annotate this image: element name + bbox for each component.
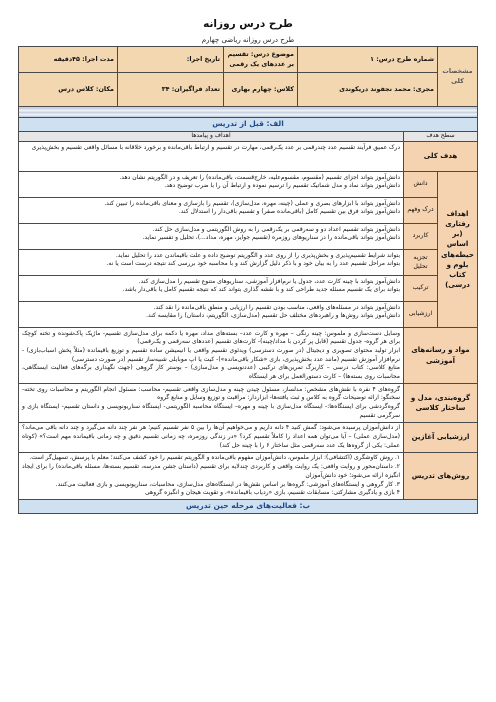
objective-item: بتواند مراحل تقسیم عدد را به بیان خود و با ذکر دلیل گزارش کند و با محاسبه خود بررسی کند نتیجه درست است یا نه. xyxy=(106,260,400,268)
student-count: تعداد فراگیران: ۳۴ xyxy=(118,73,224,107)
teacher-name: مجری: محمد نجفوند دریکوندی xyxy=(298,73,438,107)
pretest-label: ارزشیابی آغازین xyxy=(404,422,478,452)
header-row-1 xyxy=(19,47,478,73)
goal-level-label: سطح هدف xyxy=(404,132,478,142)
method-item: ۲. داستان‌محور و روایت واقعی: یک روایت واقعی و کاربردی چندلایه برای تقسیم (داستان جشن مدرسه، تقسیم بسته‌ها، مسئله باقی‌مانده) را برای ایجاد انگیزه ارائه می‌شود؛ خود دانش‌آموزان xyxy=(22,463,400,479)
method-item: ۴ بازی و یادگیری مشارکتی: مسابقات تقسیم، بازی «رد‌یاب باقیمانده»، و تقویت هیجان و انگیزه گروهی xyxy=(145,489,400,497)
page-subtitle: طرح درس روزانه ریاضی چهارم xyxy=(201,36,295,44)
objective-text xyxy=(19,250,404,276)
objective-item: دانش‌آموز بتواند اجزای تقسیم (مقسوم، مقسوم‌علیه، خارج‌قسمت، باقی‌مانده) را تعریف و در الگوریتم نشان دهد. xyxy=(119,173,400,181)
objective-item: دانش‌آموز بتواند تقسیم اعداد دو و سه‌رقمی بر یک‌رقمی را به روش الگوریتمی و مدل‌سازی حل کند. xyxy=(152,225,400,233)
objective-row-comprehension xyxy=(19,198,478,224)
level-comprehension: درک وفهم xyxy=(404,198,438,224)
general-goal-label: هدف کلی xyxy=(404,142,478,172)
header-row-2 xyxy=(19,73,478,107)
methods-label: روش‌های تدریس xyxy=(404,452,478,499)
materials-item: ابزار تولید محتوای تصویری و دیجیتال (در صورت دسترسی) ویدئوی تقسیم واقعی یا انیمیشن ساده تقسیم و توزیع باقیمانده (مثلاً پخش اسباب‌بازی) - نرم‌افزار آموزش تقسیم (مانند عدد بخش‌پذیری، بازی «شکار باقی‌مانده»)- کیت یا اپ موبایلی شبیه‌ساز تقسیم (در صورت دسترسی) xyxy=(22,346,400,363)
objective-item: دانش‌آموز بتواند در مسئله‌های واقعی، مناسب بودن تقسیم را ارزیابی و منطق باقی‌مانده را نقد کند. xyxy=(153,303,400,311)
objective-item: دانش‌آموز بتواند روش‌ها و راهبردهای مختلف حل تقسیم (مدل‌سازی، الگوریتم، داستان) را مقایسه کند. xyxy=(146,312,400,320)
pretest-text: از دانش‌آموزان پرسیده می‌شود: گمش کنید ۴ دانه داریم و می‌خواهیم آن‌ها را بین ۵ نفر تقسیم کنیم؛ هر نفر چند دانه می‌گیرد و چند دانه باقی می‌ماند؟ (مدل‌سازی عملی) – آیا می‌توان همه اعداد را کاملاً تقسیم کرد؟ «در زندگی روزمره، چه زمانی تقسیم دقیق و چه زمانی باقیمانده مهم است؟» (کوتاه عملی: یکی از گروه‌ها یک عدد سه‌رقمی مثل ساختار ۶ را با چینه حل کند) xyxy=(19,422,404,452)
objective-item: دانش‌آموز بتواند فرق بین تقسیم کامل (باقی‌مانده صفر) و تقسیم باقی‌دار را استدلال کند. xyxy=(178,208,400,216)
goals-header-row xyxy=(19,132,478,142)
objective-text xyxy=(19,172,404,198)
method-item: ۱. روش کاوشگری (اکتشافی): ابزار ملموس، دانش‌آموزان مفهوم باقی‌مانده و الگوریتم تقسیم را خود کشف می‌کنند؛ معلم با پرسش، تسهیل‌گر است. xyxy=(29,454,400,462)
lesson-plan-table xyxy=(18,46,478,514)
objective-row-analysis xyxy=(19,250,478,276)
class-grade: کلاس: چهارم بهاری xyxy=(224,73,298,107)
grouping-item: گروه‌های ۴ نفره با نقش‌های مشخص: مدلساز، مسئول چیدن چینه و مدل‌سازی واقعی تقسیم- محاسب: مسئول انجام الگوریتم و محاسبات روی تخته- سخنگو: ارائه توضیحات گروه به کلاس و ثبت یافته‌ها- ابزاردار: مراقبت و توزیع وسایل و منابع گروه xyxy=(22,385,400,402)
exec-duration: مدت اجرا: ۴۵دقیقه xyxy=(19,47,118,73)
grouping-label: گروه‌بندی، مدل و ساختار کلاسی xyxy=(404,384,478,423)
level-analysis: تجزیه تحلیل xyxy=(404,250,438,276)
class-place: مکان: کلاس درس xyxy=(19,73,118,107)
divider-stripe xyxy=(19,107,478,118)
materials-label: مواد و رسانه‌های آموزشی xyxy=(404,328,478,384)
objective-item: دانش‌آموز بتواند با چینه کارت عدد، جدول یا نرم‌افزار آموزشی، سناریوهای متنوع تقسیم را مدل‌سازی کند. xyxy=(138,277,400,285)
materials-item: منابع کلاسی: کتاب درسی – کاربرگ تمرین‌های ترکیبی (عددنویسی و مدل‌سازی) – بوستر کار گروهی (جهت نگهداری برگه‌های فعالیت ایستگاهی، محاسبات روی بسته‌ها) – کارت دستورالعمل برای هر ایستگاه xyxy=(22,364,400,380)
page-title: طرح درس روزانه xyxy=(203,18,293,30)
grouping-item: گروه‌گردشی برای ایستگاه‌ها:- ایستگاه مدل‌سازی با چینه و مهره– ایستگاه محاسبه الگوریتمی- ایستگاه سناریونویسی و داستان تقسیم- ایستگاه بازی و سرگرمی تقسیم xyxy=(22,403,400,419)
header-marks: مشخصات کلی xyxy=(438,47,478,107)
section-during-teaching: ب: فعالیت‌های مرحله حین تدریس xyxy=(19,500,478,514)
objective-item: دانش‌آموز بتواند با ابزارهای بصری و عملی (چینه، مهره، مدل‌سازی)، تقسیم را بازسازی و معنای باقی‌مانده را تبیین کند. xyxy=(104,199,400,207)
exec-date: تاریخ اجرا: xyxy=(118,47,224,73)
level-knowledge: دانش xyxy=(404,172,438,198)
objective-item: دانش‌آموز بتواند نماد و مدل شماتیک تقسیم را ترسیم نموده و ارتباط آن را با ضرب توضیح دهد. xyxy=(164,182,400,190)
general-goal-text: درک عمیق فرآیند تقسیم عدد چندرقمی بر عدد یک‌رقمی، مهارت در تقسیم و ارتباط باقی‌مانده و برخورد خلاقانه با مسائل واقعی تقسیم و بخش‌پذیری xyxy=(19,142,404,172)
behavioral-goals-label: اهداف رفتاری (بر اساس حیطه‌های بلوم و کتاب درسی) xyxy=(438,172,478,328)
method-item: ۳. کار گروهی و ایستگاه‌های آموزشی: گروه‌ها بر اساس نقش‌ها در ایستگاه‌های مدل‌سازی، محاسبات، سناریونویسی و بازی فعالیت می‌کنند. xyxy=(55,480,400,488)
objective-item: بتواند برای یک تقسیم مسئله جدید طراحی کند و با نقشه گذاری بتواند کند که نتیجه تقسیم کامل یا باقی‌دار باشد. xyxy=(122,286,400,294)
materials-row xyxy=(19,328,478,384)
plan-number: شماره طرح درس: ۱ xyxy=(298,47,438,73)
goals-header: اهداف و پیامدها xyxy=(19,132,404,142)
objective-item: دانش‌آموز بتواند باقی‌مانده را در سناریوهای روزمره (تقسیم جوایز، مهره، مداد...)، تحلیل و تفسیر نماید. xyxy=(142,234,400,242)
level-evaluation: ارزشیابی xyxy=(404,302,438,328)
general-goal-row xyxy=(19,142,478,172)
materials-text xyxy=(19,328,404,384)
objective-text xyxy=(19,302,404,328)
objective-text xyxy=(19,276,404,302)
grouping-row xyxy=(19,384,478,423)
materials-item: وسایل دست‌سازی و ملموس: چینه رنگی – مهره و کارت عدد– بسته‌های مداد، مهره یا دکمه برای مدل‌سازی تقسیم- ماژیک پاک‌شونده و تخته کوچک برای هر گروه- جدول تقسیم (قابل پر کردن با مداد/چینه)- کارت‌های تقسیم (عددهای سه‌رقمی و یک‌رقمی) xyxy=(22,329,400,346)
lesson-topic: موضوع درس: تقسیم بر عددهای یک رقمی xyxy=(224,47,298,73)
objective-row-synthesis xyxy=(19,276,478,302)
objective-row-application xyxy=(19,224,478,250)
methods-text xyxy=(19,452,404,499)
section-before-teaching: الف: قبل از تدریس xyxy=(19,118,478,132)
pretest-row xyxy=(19,422,478,452)
objective-row-knowledge xyxy=(19,172,478,198)
level-application: کاربرد xyxy=(404,224,438,250)
objective-text xyxy=(19,224,404,250)
level-synthesis: ترکیب xyxy=(404,276,438,302)
objective-text xyxy=(19,198,404,224)
methods-row xyxy=(19,452,478,499)
objective-row-evaluation xyxy=(19,302,478,328)
grouping-text xyxy=(19,384,404,423)
objective-item: بتواند شرایط تقسیم‌پذیری و بخش‌پذیری را از روی عدد و الگوریتم توضیح داده و علت باقیماندن عدد را تحلیل نماید. xyxy=(115,251,400,259)
